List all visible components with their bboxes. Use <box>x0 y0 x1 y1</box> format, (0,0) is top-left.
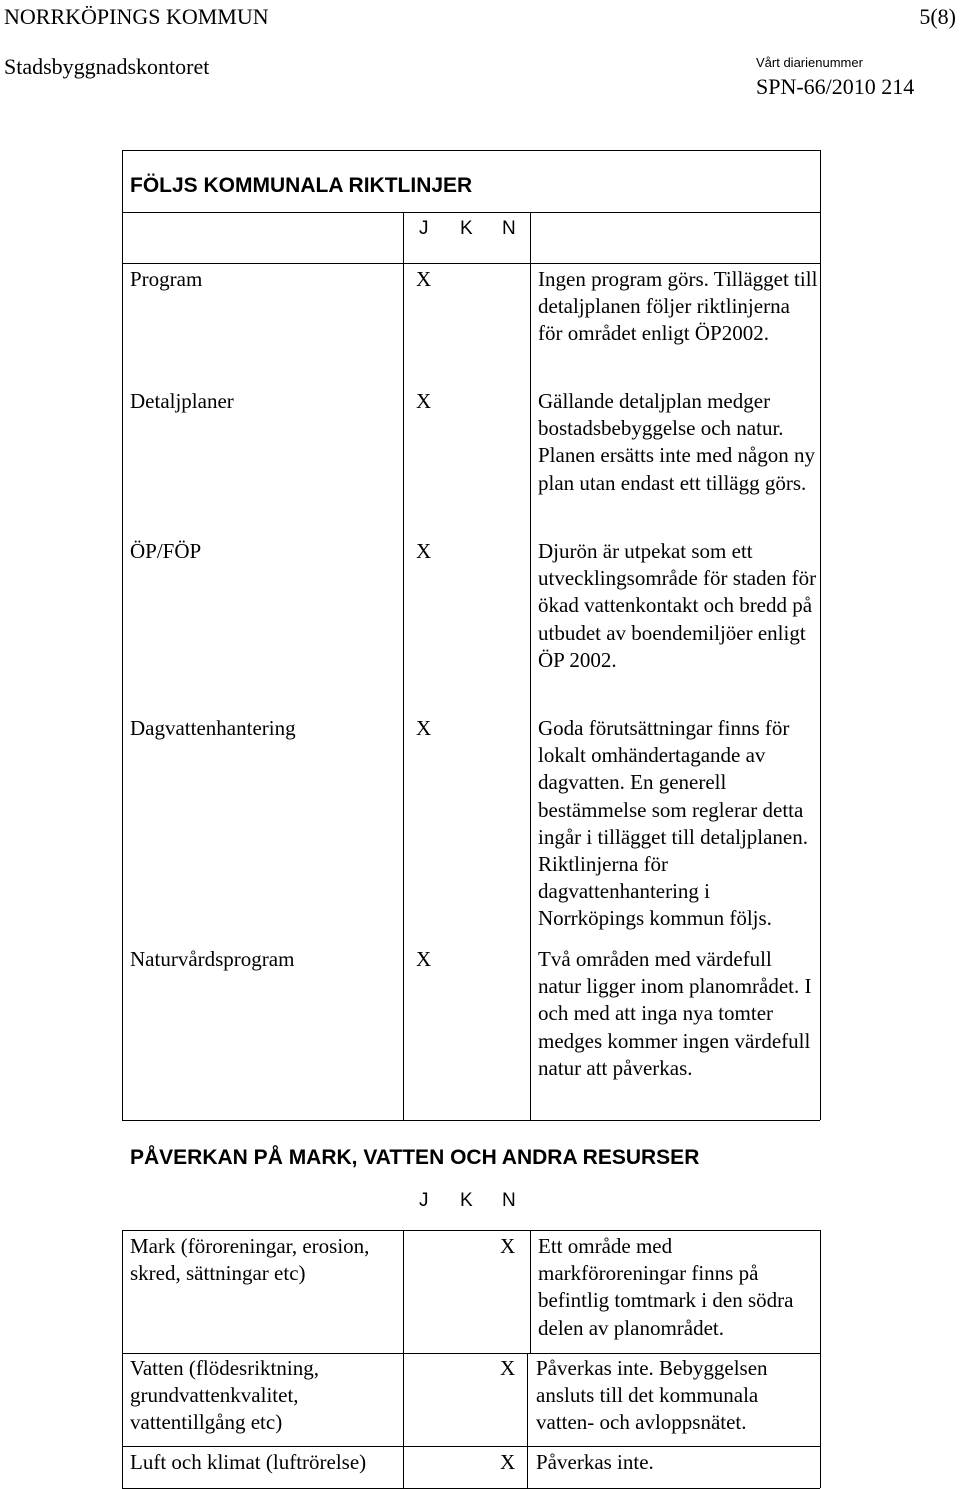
row-description: Djurön är utpekat som ett utvecklingsområde för staden för ökad vattenkontakt och bredd på utbudet av boendemiljöer enligt ÖP 2002. <box>538 539 817 672</box>
row-label: Dagvattenhantering <box>130 716 296 740</box>
reference-number: SPN-66/2010 214 <box>756 74 915 99</box>
row-label: Program <box>130 267 203 291</box>
column-header-n: N <box>502 218 516 239</box>
row-description: Två områden med värdefull natur ligger inom planområdet. I och med att inga nya tomter medges kommer ingen värdefull natur att påverkas. <box>538 947 812 1080</box>
row-description: Gällande detaljplan medger bostadsbebyggelse och natur. Planen ersätts inte med någon ny plan utan endast ett tillägg görs. <box>538 389 816 495</box>
check-mark: X <box>416 716 432 740</box>
check-mark: X <box>416 947 432 971</box>
section-title-resources: PÅVERKAN PÅ MARK, VATTEN OCH ANDRA RESURSER <box>130 1146 700 1169</box>
row-label: Luft och klimat (luftrörelse) <box>130 1450 367 1474</box>
check-mark: X <box>500 1356 516 1380</box>
page-number: 5(8) <box>919 4 956 29</box>
column-header-k: K <box>460 1190 473 1211</box>
column-header-j: J <box>419 1190 429 1211</box>
office-name: Stadsbyggnadskontoret <box>4 54 210 79</box>
row-description: Goda förutsättningar finns för lokalt omhändertagande av dagvatten. En generell bestämmelse som reglerar detta ingår i tillägget till detaljplanen. Riktlinjerna för dagvattenhantering i Norrköpings kommun följs. <box>538 716 809 931</box>
check-mark: X <box>416 539 432 563</box>
section-title-guidelines: FÖLJS KOMMUNALA RIKTLINJER <box>130 174 473 197</box>
row-label: Detaljplaner <box>130 389 234 413</box>
check-mark: X <box>416 389 432 413</box>
reference-label: Vårt diarienummer <box>756 55 863 70</box>
column-header-j: J <box>419 218 429 239</box>
check-mark: X <box>500 1450 516 1474</box>
row-description: Ett område med markföroreningar finns på befintlig tomtmark i den södra delen av planområdet. <box>538 1234 794 1340</box>
check-mark: X <box>416 267 432 291</box>
row-description: Ingen program görs. Tillägget till detaljplanen följer riktlinjerna för området enligt ÖP2002. <box>538 267 818 346</box>
row-label: ÖP/FÖP <box>130 539 202 563</box>
row-description: Påverkas inte. Bebyggelsen ansluts till det kommunala vatten- och avloppsnätet. <box>536 1356 768 1435</box>
row-label: Mark (föroreningar, erosion, skred, sättningar etc) <box>130 1234 370 1286</box>
row-label: Vatten (flödesriktning, grundvattenkvalitet, vattentillgång etc) <box>130 1356 319 1435</box>
row-label: Naturvårdsprogram <box>130 947 295 971</box>
municipality-name: NORRKÖPINGS KOMMUN <box>4 4 269 29</box>
check-mark: X <box>500 1234 516 1258</box>
column-header-n: N <box>502 1190 516 1211</box>
row-description: Påverkas inte. <box>536 1450 654 1474</box>
column-header-k: K <box>460 218 473 239</box>
